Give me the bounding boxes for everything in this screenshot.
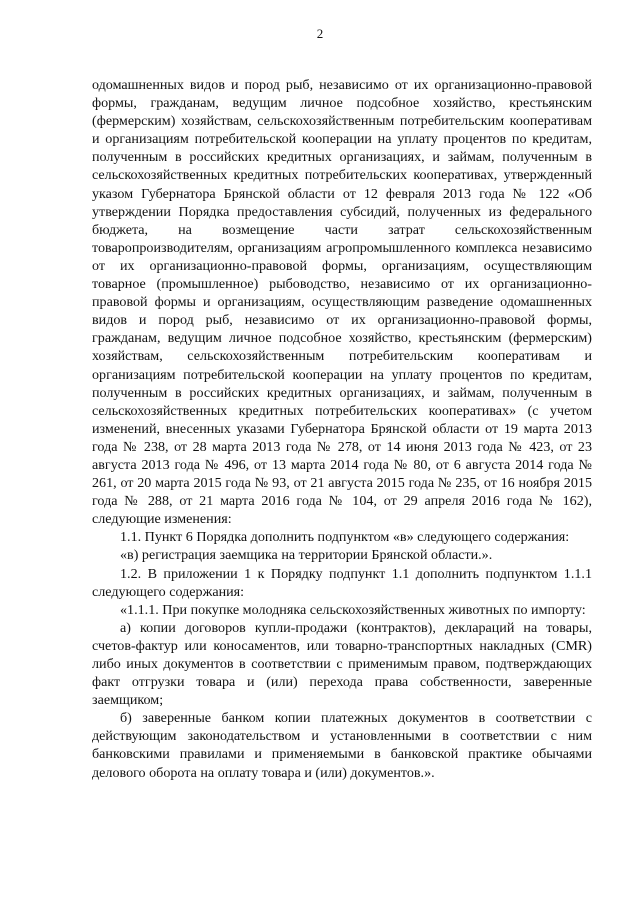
paragraph-subitem-a: а) копии договоров купли-продажи (контрактов), деклараций на товары, счетов-фактур или коносаментов, или товарно-транспортных накладных (CMR) либо иных документов в соответствии с применимым правом, подтверждающих факт отгрузки товара и (или) перехода права собственности, заверенные заемщиком; bbox=[92, 619, 592, 709]
page-number: 2 bbox=[316, 26, 324, 41]
document-body bbox=[92, 76, 592, 782]
paragraph-item-1-1: 1.1. Пункт 6 Порядка дополнить подпунктом «в» следующего содержания: bbox=[120, 529, 570, 546]
paragraph-item-1-1-1: «1.1.1. При покупке молодняка сельскохозяйственных животных по импорту: bbox=[120, 601, 586, 618]
paragraph-subitem-v: «в) регистрация заемщика на территории Брянской области.». bbox=[120, 547, 493, 564]
paragraph-subitem-b: б) заверенные банком копии платежных документов в соответствии с действующим законодательством и установленными в соответствии с ним банковскими правилами и применяемыми в банковской практике обычаями делового оборота на оплату товара и (или) документов.». bbox=[92, 710, 592, 781]
paragraph-amendment-intro: одомашненных видов и пород рыб, независимо от их организационно-правовой формы, гражданам, ведущим личное подсобное хозяйство, крестьянским (фермерским) хозяйствам, сельскохозяйственным потребительским кооперативам и организациям потребительской кооперации на уплату процентов по кредитам, полученным в российских кредитных организациях, и займам, полученным в сельскохозяйственных кредитных потребительских кооперативах, утвержденный указом Губернатора Брянской области от 12 февраля 2013 года № 122 «Об утверждении Порядка предоставления субсидий, полученных из федерального бюджета, на возмещение части затрат сельскохозяйственным товаропроизводителям, организациям агропромышленного комплекса независимо от их организационно-правовой формы, организациям, осуществляющим товарное (промышленное) рыбоводство, независимо от их организационно-правовой формы и организациям, осуществляющим разведение одомашненных видов и пород рыб, независимо от их организационно-правовой формы, гражданам, ведущим личное подсобное хозяйство, крестьянским (фермерским) хозяйствам, сельскохозяйственным потребительским кооперативам и организациям потребительской кооперации на уплату процентов по кредитам, полученным в российских кредитных организациях, и займам, полученным в сельскохозяйственных кредитных потребительских кооперативах» (с учетом изменений, внесенных указами Губернатора Брянской области от 19 марта 2013 года № 238, от 28 марта 2013 года № 278, от 14 июня 2013 года № 423, от 23 августа 2013 года № 496, от 13 марта 2014 года № 80, от 6 августа 2014 года № 261, от 20 марта 2015 года № 93, от 21 августа 2015 года № 235, от 16 ноября 2015 года № 288, от 21 марта 2016 года № 104, от 29 апреля 2016 года № 162), следующие изменения: bbox=[92, 77, 592, 528]
paragraph-item-1-2: 1.2. В приложении 1 к Порядку подпункт 1.1 дополнить подпунктом 1.1.1 следующего содержания: bbox=[92, 565, 592, 600]
